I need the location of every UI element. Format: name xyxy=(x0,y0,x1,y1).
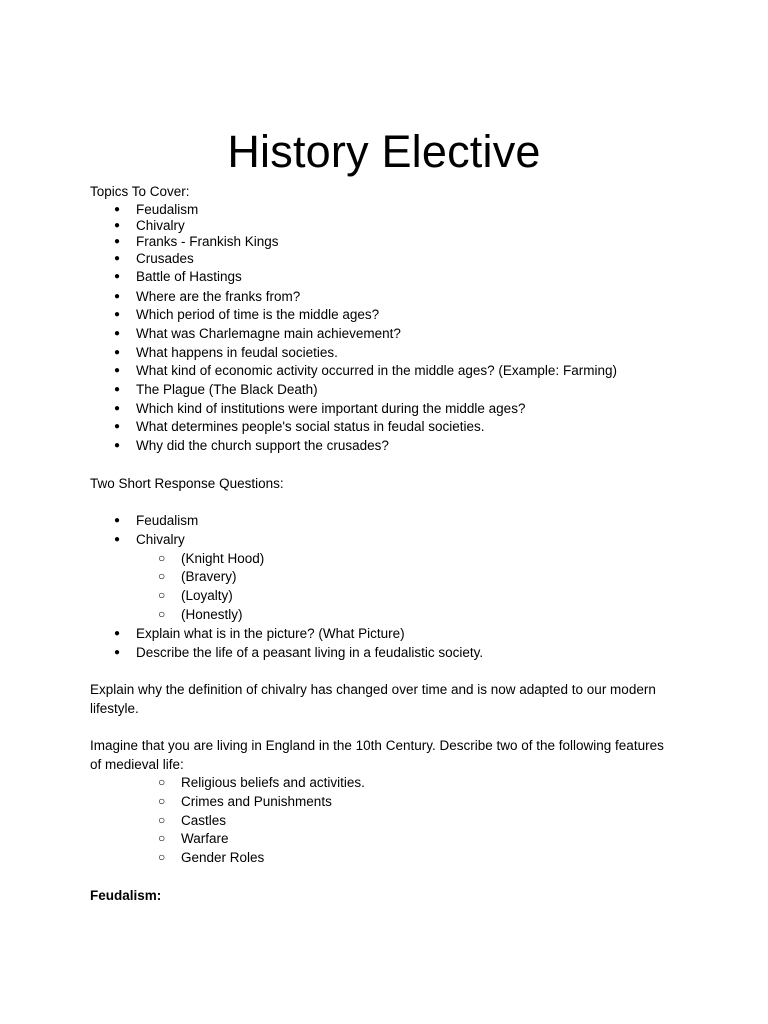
sub-list-item: (Knight Hood) xyxy=(181,551,265,566)
list-item: Which period of time is the middle ages? xyxy=(136,307,380,322)
circle-bullet-icon: ○ xyxy=(158,775,166,789)
document-title: History Elective xyxy=(227,126,541,177)
sub-list-item: (Bravery) xyxy=(181,569,237,584)
feudalism-heading: Feudalism: xyxy=(90,888,162,903)
bullet-icon: ● xyxy=(114,309,121,320)
bullet-icon: ● xyxy=(114,421,121,432)
sub-list-item: Castles xyxy=(181,813,227,828)
bullet-icon: ● xyxy=(114,440,121,451)
circle-bullet-icon: ○ xyxy=(158,607,166,621)
circle-bullet-icon: ○ xyxy=(158,794,166,808)
bullet-icon: ● xyxy=(114,515,121,526)
circle-bullet-icon: ○ xyxy=(158,569,166,583)
circle-bullet-icon: ○ xyxy=(158,813,166,827)
bullet-icon: ● xyxy=(114,534,121,545)
list-item: Explain what is in the picture? (What Picture) xyxy=(136,626,405,641)
circle-bullet-icon: ○ xyxy=(158,588,166,602)
list-item: What kind of economic activity occurred in the middle ages? (Example: Farming) xyxy=(136,363,617,378)
list-item: What determines people's social status in feudal societies. xyxy=(136,419,485,434)
bullet-icon: ● xyxy=(114,291,121,302)
bullet-icon: ● xyxy=(114,647,121,658)
bullet-icon: ● xyxy=(114,365,121,376)
list-item: Battle of Hastings xyxy=(136,269,242,284)
list-item: Crusades xyxy=(136,251,194,266)
list-item: What happens in feudal societies. xyxy=(136,345,338,360)
short-response-heading: Two Short Response Questions: xyxy=(90,476,284,491)
list-item: Chivalry xyxy=(136,218,185,233)
bullet-icon: ● xyxy=(114,220,121,231)
sub-list-item: (Honestly) xyxy=(181,607,243,622)
bullet-icon: ● xyxy=(114,236,121,247)
circle-bullet-icon: ○ xyxy=(158,831,166,845)
list-item: Which kind of institutions were important during the middle ages? xyxy=(136,401,526,416)
paragraph-line: Explain why the definition of chivalry has changed over time and is now adapted to our modern xyxy=(90,682,656,697)
list-item: Feudalism xyxy=(136,202,199,217)
bullet-icon: ● xyxy=(114,204,121,215)
bullet-icon: ● xyxy=(114,347,121,358)
list-item: Describe the life of a peasant living in a feudalistic society. xyxy=(136,645,484,660)
circle-bullet-icon: ○ xyxy=(158,850,166,864)
bullet-icon: ● xyxy=(114,328,121,339)
bullet-icon: ● xyxy=(114,271,121,282)
topics-heading: Topics To Cover: xyxy=(90,184,190,199)
list-item: Why did the church support the crusades? xyxy=(136,438,389,453)
sub-list-item: Gender Roles xyxy=(181,850,265,865)
bullet-icon: ● xyxy=(114,403,121,414)
paragraph-line: lifestyle. xyxy=(90,701,139,716)
list-item: Chivalry xyxy=(136,532,185,547)
bullet-icon: ● xyxy=(114,628,121,639)
bullet-icon: ● xyxy=(114,384,121,395)
circle-bullet-icon: ○ xyxy=(158,551,166,565)
paragraph-line: Imagine that you are living in England in the 10th Century. Describe two of the following features xyxy=(90,738,664,753)
list-item: What was Charlemagne main achievement? xyxy=(136,326,401,341)
sub-list-item: Warfare xyxy=(181,831,229,846)
list-item: Feudalism xyxy=(136,513,199,528)
list-item: The Plague (The Black Death) xyxy=(136,382,318,397)
bullet-icon: ● xyxy=(114,253,121,264)
sub-list-item: (Loyalty) xyxy=(181,588,233,603)
paragraph-line: of medieval life: xyxy=(90,757,184,772)
list-item: Where are the franks from? xyxy=(136,289,301,304)
list-item: Franks - Frankish Kings xyxy=(136,234,279,249)
sub-list-item: Religious beliefs and activities. xyxy=(181,775,365,790)
sub-list-item: Crimes and Punishments xyxy=(181,794,332,809)
